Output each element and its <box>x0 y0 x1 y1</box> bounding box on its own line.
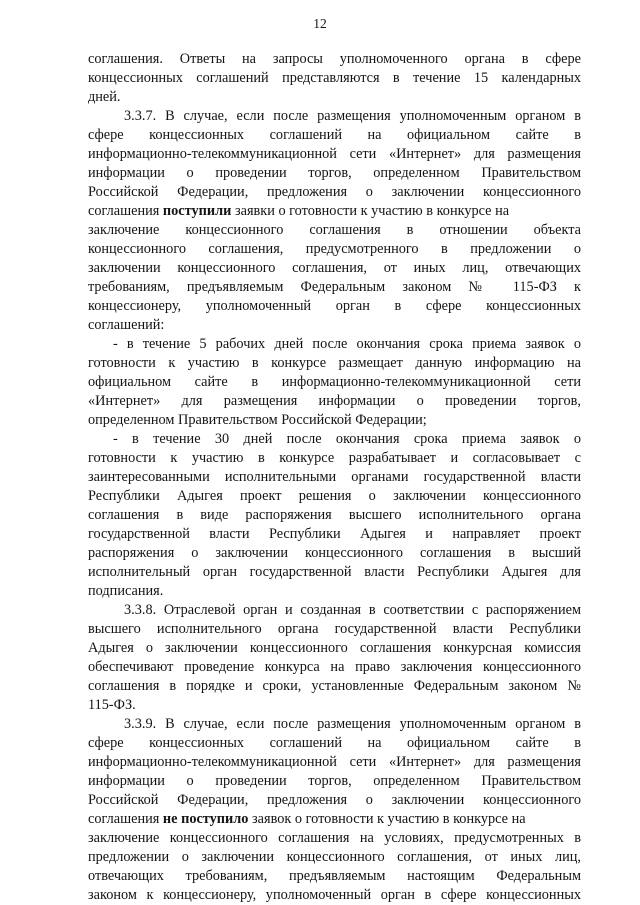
text-line: сфере концессионных соглашений на официальном сайте в <box>88 735 581 751</box>
text-line: распоряжения о заключении концессионного соглашения в высший <box>88 545 581 561</box>
line-text-before: соглашения <box>88 811 163 827</box>
line-text-after: заявки о готовности к участию в конкурсе на <box>231 203 510 219</box>
text-line: концессионного соглашения, предусмотренного в предложении о <box>88 241 581 257</box>
section-3-3-7-line: 3.3.7. В случае, если после размещения уполномоченным органом в <box>124 108 581 124</box>
text-line: Российской Федерации, предложения о заключении концессионного <box>88 184 581 200</box>
text-line: соглашения в порядке и сроки, установленные Федеральным законом № <box>88 678 581 694</box>
text-line: информационно-телекоммуникационной сети «Интернет» для размещения <box>88 754 581 770</box>
text-line: «Интернет» для размещения информации о проведении торгов, <box>88 393 581 409</box>
text-line: готовности к участию в конкурсе размещает данную информацию на <box>88 355 581 371</box>
text-line: государственной власти Республики Адыгея и направляет проект <box>88 526 581 542</box>
text-line: информации о проведении торгов, определенном Правительством <box>88 773 581 789</box>
text-line: готовности к участию в конкурсе разрабатывает и согласовывает с <box>88 450 581 466</box>
text-line: сфере концессионных соглашений на официальном сайте в <box>88 127 581 143</box>
bold-term-not-received: не поступило <box>162 811 249 827</box>
text-line: заключение концессионного соглашения в отношении объекта <box>88 222 581 238</box>
bold-term-received: поступили <box>162 203 232 219</box>
text-line: отвечающих требованиям, предъявляемым настоящим Федеральным <box>88 868 581 884</box>
text-line: соглашения. Ответы на запросы уполномоченного органа в сфере <box>88 51 581 67</box>
text-line: обеспечивают проведение конкурса на право заключения концессионного <box>88 659 581 675</box>
text-line: 115-ФЗ. <box>88 697 136 713</box>
text-line: заинтересованными исполнительными органами государственной власти <box>88 469 581 485</box>
section-3-3-9-line: 3.3.9. В случае, если после размещения уполномоченным органом в <box>124 716 581 732</box>
text-line: официальном сайте в информационно-телекоммуникационной сети <box>88 374 581 390</box>
section-3-3-8-line: 3.3.8. Отраслевой орган и созданная в соответствии с распоряжением <box>124 602 581 618</box>
text-line: Российской Федерации, предложения о заключении концессионного <box>88 792 581 808</box>
text-line: заключении концессионного соглашения, от иных лиц, отвечающих <box>88 260 581 276</box>
text-line: определенном Правительством Российской Федерации; <box>88 412 427 428</box>
line-text-before: соглашения <box>88 203 163 219</box>
text-line: подписания. <box>88 583 164 599</box>
text-line: соглашения в виде распоряжения высшего исполнительного органа <box>88 507 581 523</box>
list-item-line: - в течение 5 рабочих дней после окончания срока приема заявок о <box>113 336 581 352</box>
page-number: 12 <box>313 16 327 31</box>
text-line-with-bold <box>88 202 581 220</box>
text-line: высшего исполнительного органа государственной власти Республики <box>88 621 581 637</box>
list-item-line: - в течение 30 дней после окончания срока приема заявок о <box>113 431 581 447</box>
text-line: заключение концессионного соглашения на условиях, предусмотренных в <box>88 830 581 846</box>
text-line: Республики Адыгея проект решения о заключении концессионного <box>88 488 581 504</box>
text-line: дней. <box>88 89 121 105</box>
text-line: Адыгея о заключении концессионного соглашения конкурсная комиссия <box>88 640 581 656</box>
text-line: информации о проведении торгов, определенном Правительством <box>88 165 581 181</box>
text-line: исполнительный орган государственной власти Республики Адыгея для <box>88 564 581 580</box>
text-line: концессионных соглашений представляются в течение 15 календарных <box>88 70 581 86</box>
text-line: соглашений: <box>88 317 165 333</box>
text-line: требованиям, предъявляемым Федеральным законом № 115-ФЗ к <box>88 279 581 295</box>
text-line: концессионеру, уполномоченный орган в сфере концессионных <box>88 298 581 314</box>
text-line-with-bold <box>88 810 581 828</box>
text-line: предложении о заключении концессионного соглашения, от иных лиц, <box>88 849 581 865</box>
text-line: информационно-телекоммуникационной сети «Интернет» для размещения <box>88 146 581 162</box>
text-line: законом к концессионеру, уполномоченный орган в сфере концессионных <box>88 887 581 903</box>
line-text-after: заявок о готовности к участию в конкурсе на <box>248 811 526 827</box>
